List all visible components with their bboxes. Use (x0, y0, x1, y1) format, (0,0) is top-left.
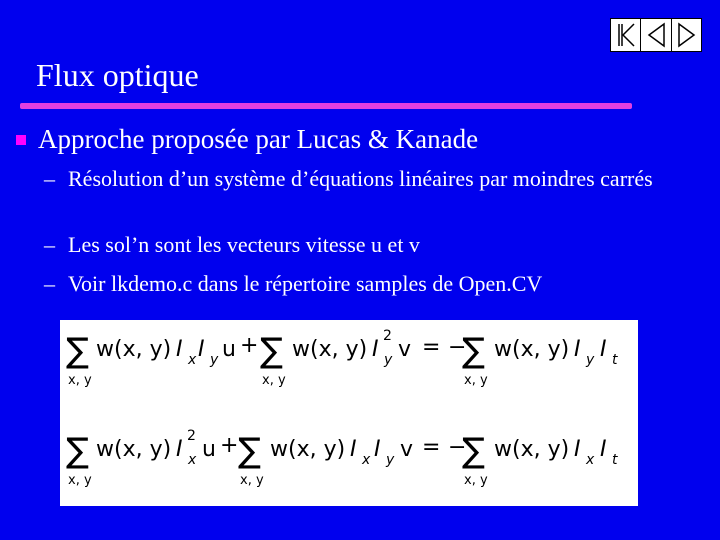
unknown-v: v (398, 337, 412, 362)
sum-symbol: ∑ (238, 431, 261, 471)
sub-bullet-1 (44, 166, 698, 192)
subscript: y (386, 452, 395, 468)
weight-term: w(x, y) (494, 337, 570, 362)
gradient-i: I (374, 437, 381, 462)
gradient-i: I (574, 337, 581, 362)
gradient-i: I (574, 437, 581, 462)
first-slide-button[interactable] (611, 19, 641, 51)
sum-symbol: ∑ (66, 431, 89, 471)
bullet-marker (16, 135, 26, 145)
subscript: x (188, 352, 197, 368)
slide-title: Flux optique (36, 57, 199, 93)
sub-bullet-dash: – (44, 271, 55, 296)
subscript: y (384, 352, 393, 368)
previous-slide-icon (646, 22, 666, 48)
equals-sign: = (422, 435, 441, 460)
gradient-i: I (600, 337, 607, 362)
sub-bullet-dash: – (44, 232, 55, 257)
gradient-i: I (176, 337, 183, 362)
weight-term: w(x, y) (96, 337, 172, 362)
superscript: 2 (187, 428, 196, 444)
sum-index: x, y (262, 373, 286, 388)
unknown-u: u (222, 337, 236, 362)
sum-symbol: ∑ (260, 331, 283, 371)
plus-sign: + (220, 433, 239, 458)
lucas-kanade-equations (60, 320, 638, 506)
sum-index: x, y (464, 373, 488, 388)
gradient-i: I (372, 337, 379, 362)
next-slide-icon (676, 22, 696, 48)
sub-bullet-text: Voir lkdemo.c dans le répertoire samples de Open.CV (68, 271, 543, 296)
minus-sign: − (448, 435, 467, 460)
unknown-v: v (400, 437, 414, 462)
title-underline (20, 103, 632, 109)
subscript: x (586, 452, 595, 468)
weight-term: w(x, y) (292, 337, 368, 362)
sub-bullet-2 (44, 232, 698, 258)
equation-row-2 (66, 428, 618, 488)
gradient-i: I (176, 437, 183, 462)
equation-row-1 (66, 328, 618, 388)
sum-index: x, y (68, 473, 92, 488)
unknown-u: u (202, 437, 216, 462)
first-slide-icon (616, 22, 636, 48)
previous-slide-button[interactable] (641, 19, 671, 51)
sum-index: x, y (464, 473, 488, 488)
subscript: t (612, 352, 618, 368)
main-bullet-text: Approche proposée par Lucas & Kanade (38, 124, 479, 154)
sum-symbol: ∑ (462, 431, 485, 471)
equals-sign: = (422, 335, 441, 360)
weight-term: w(x, y) (270, 437, 346, 462)
subscript: t (612, 452, 618, 468)
sum-symbol: ∑ (66, 331, 89, 371)
sub-bullet-dash: – (44, 166, 55, 191)
main-bullet (16, 124, 478, 155)
sub-bullet-text: Les sol’n sont les vecteurs vitesse u et v (68, 232, 420, 257)
sub-bullet-text: Résolution d’un système d’équations linéaires par moindres carrés (68, 166, 653, 191)
subscript: y (210, 352, 219, 368)
slide-navigation (610, 18, 702, 52)
subscript: y (586, 352, 595, 368)
weight-term: w(x, y) (96, 437, 172, 462)
plus-sign: + (240, 333, 259, 358)
sum-symbol: ∑ (462, 331, 485, 371)
next-slide-button[interactable] (672, 19, 701, 51)
sub-bullet-3 (44, 271, 698, 297)
sum-index: x, y (68, 373, 92, 388)
gradient-i: I (198, 337, 205, 362)
gradient-i: I (350, 437, 357, 462)
gradient-i: I (600, 437, 607, 462)
superscript: 2 (383, 328, 392, 344)
equation-system (60, 320, 638, 506)
subscript: x (362, 452, 371, 468)
weight-term: w(x, y) (494, 437, 570, 462)
subscript: x (188, 452, 197, 468)
sum-index: x, y (240, 473, 264, 488)
minus-sign: − (448, 335, 467, 360)
